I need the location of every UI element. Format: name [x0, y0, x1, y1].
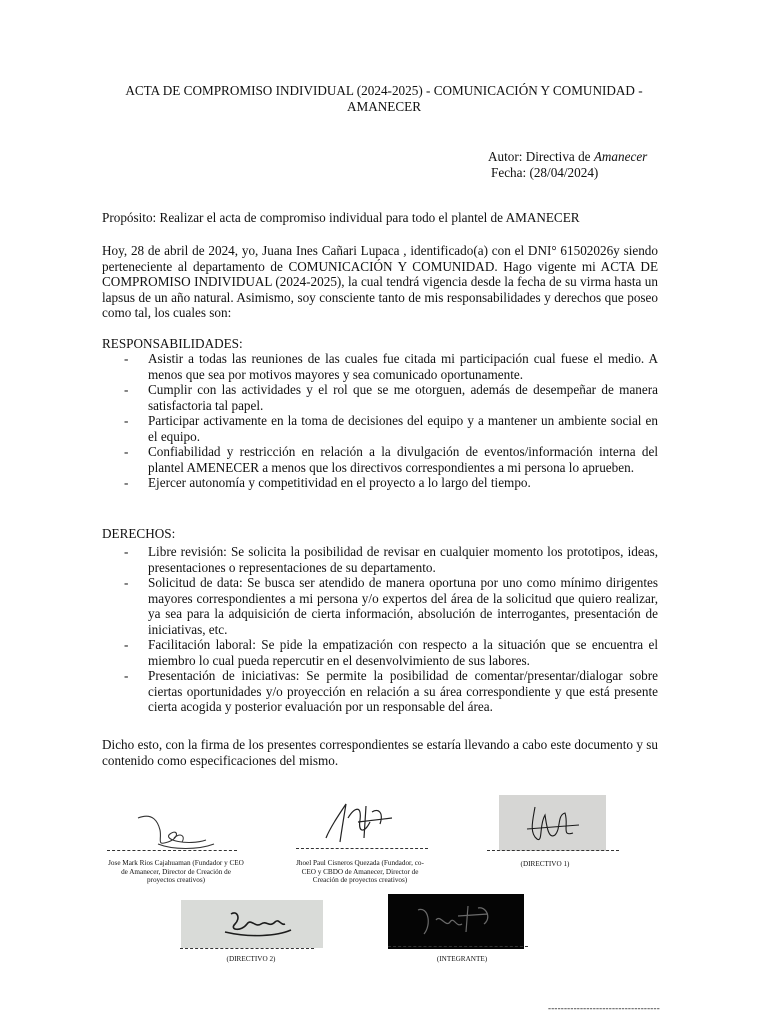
list-marker: -: [124, 382, 129, 397]
signature-5-line: [388, 946, 528, 947]
list-item: - Libre revisión: Se solicita la posibilidad de revisar en cualquier momento los prototipos, ideas, presentaciones o representaciones de su departamento.: [124, 544, 658, 575]
signature-1-line: [107, 850, 237, 851]
signature-4-line: [180, 948, 314, 949]
rights-list: [102, 544, 658, 715]
signature-1-image: [128, 810, 218, 855]
list-item: - Participar activamente en la toma de decisiones del equipo y a mantener un ambiente social en el equipo.: [124, 413, 658, 444]
signature-3-caption: (DIRECTIVO 1): [520, 860, 570, 868]
closing-paragraph: Dicho esto, con la firma de los presentes correspondientes se estaría llevando a cabo este documento y su contenido como especificaciones del mismo.: [102, 737, 658, 768]
bottom-signature-line: -----------------------------------: [548, 1003, 660, 1013]
signature-5-caption: (INTEGRANTE): [436, 955, 488, 963]
document-title: ACTA DE COMPROMISO INDIVIDUAL (2024-2025) - COMUNICACIÓN Y COMUNIDAD - AMANECER: [125, 83, 643, 114]
list-item: - Ejercer autonomía y competitividad en el proyecto a lo largo del tiempo.: [124, 475, 531, 490]
list-marker: -: [124, 351, 129, 366]
list-marker: -: [124, 544, 129, 559]
list-item: - Confiabilidad y restricción en relación a la divulgación de eventos/información interna del plantel AMENECER a menos que los directivos correspondientes a mi persona lo aprueben.: [124, 444, 658, 475]
signature-2-line: [296, 848, 428, 849]
author-line: [488, 149, 647, 165]
list-item: - Solicitud de data: Se busca ser atendido de manera oportuna por uno como mínimo dirigentes mayores correspondientes a mi persona y/o expertos del área de la solicitud que quiero realizar, ya sea para la adquisición de cierta información, absolución de interrogantes, presentación de iniciativas, etc.: [124, 575, 658, 637]
responsibilities-heading: RESPONSABILIDADES:: [102, 336, 243, 351]
list-marker: -: [124, 475, 129, 490]
signature-4-caption: (DIRECTIVO 2): [226, 955, 276, 963]
signature-3-image: [499, 795, 606, 851]
list-marker: -: [124, 413, 129, 428]
responsibilities-list: [102, 351, 658, 491]
signature-5-image: [388, 894, 524, 949]
list-marker: -: [124, 444, 129, 459]
signature-3-line: [487, 850, 619, 851]
list-item: - Cumplir con las actividades y el rol que se me otorguen, además de desempeñar de manera satisfactoria tal papel.: [124, 382, 658, 413]
intro-paragraph: Hoy, 28 de abril de 2024, yo, Juana Ines Cañari Lupaca , identificado(a) con el DNI° 61502026y siendo perteneciente al departamento de COMUNICACIÓN Y COMUNIDAD. Hago vigente mi ACTA DE COMPROMISO INDIVIDUAL (2024-2025), la cual tendrá vigencia desde la fecha de su virma hasta un lapsus de un año natural. Asimismo, soy consciente tanto de mis responsabilidades y derechos que poseo como tal, los cuales son:: [102, 243, 658, 320]
date-line: Fecha: (28/04/2024): [491, 165, 599, 180]
signature-4-image: [181, 900, 323, 948]
author-name: Amanecer: [593, 149, 648, 164]
rights-heading: DERECHOS:: [102, 526, 176, 541]
list-item: - Asistir a todas las reuniones de las cuales fue citada mi participación cual fuese el medio. A menos que sea por motivos mayores y sea comunicado oportunamente.: [124, 351, 658, 382]
list-marker: -: [124, 668, 129, 683]
list-item: - Facilitación laboral: Se pide la empatización con respecto a la situación que se encuentra el miembro lo cual pueda repercutir en el desenvolvimiento de sus labores.: [124, 637, 658, 668]
signature-2-image: [318, 798, 398, 846]
signature-1-caption: Jose Mark Rios Cajahuaman (Fundador y CEO de Amanecer, Director de Creación de proyectos creativos): [108, 859, 244, 885]
signature-2-caption: Jhoel Paul Cisneros Quezada (Fundador, co-CEO y CBDO de Amanecer, Director de Creación de proyectos creativos): [296, 859, 424, 885]
author-prefix: Autor: Directiva de: [488, 149, 594, 164]
list-marker: -: [124, 575, 129, 590]
purpose-paragraph: Propósito: Realizar el acta de compromiso individual para todo el plantel de AMANECER: [102, 210, 580, 225]
list-item: - Presentación de iniciativas: Se permite la posibilidad de comentar/presentar/dialogar sobre ciertas oportunidades y/o proyección en relación a su área correspondiente y que está presente cierta acogida y posterior evaluación por un responsable del área.: [124, 668, 658, 714]
list-marker: -: [124, 637, 129, 652]
